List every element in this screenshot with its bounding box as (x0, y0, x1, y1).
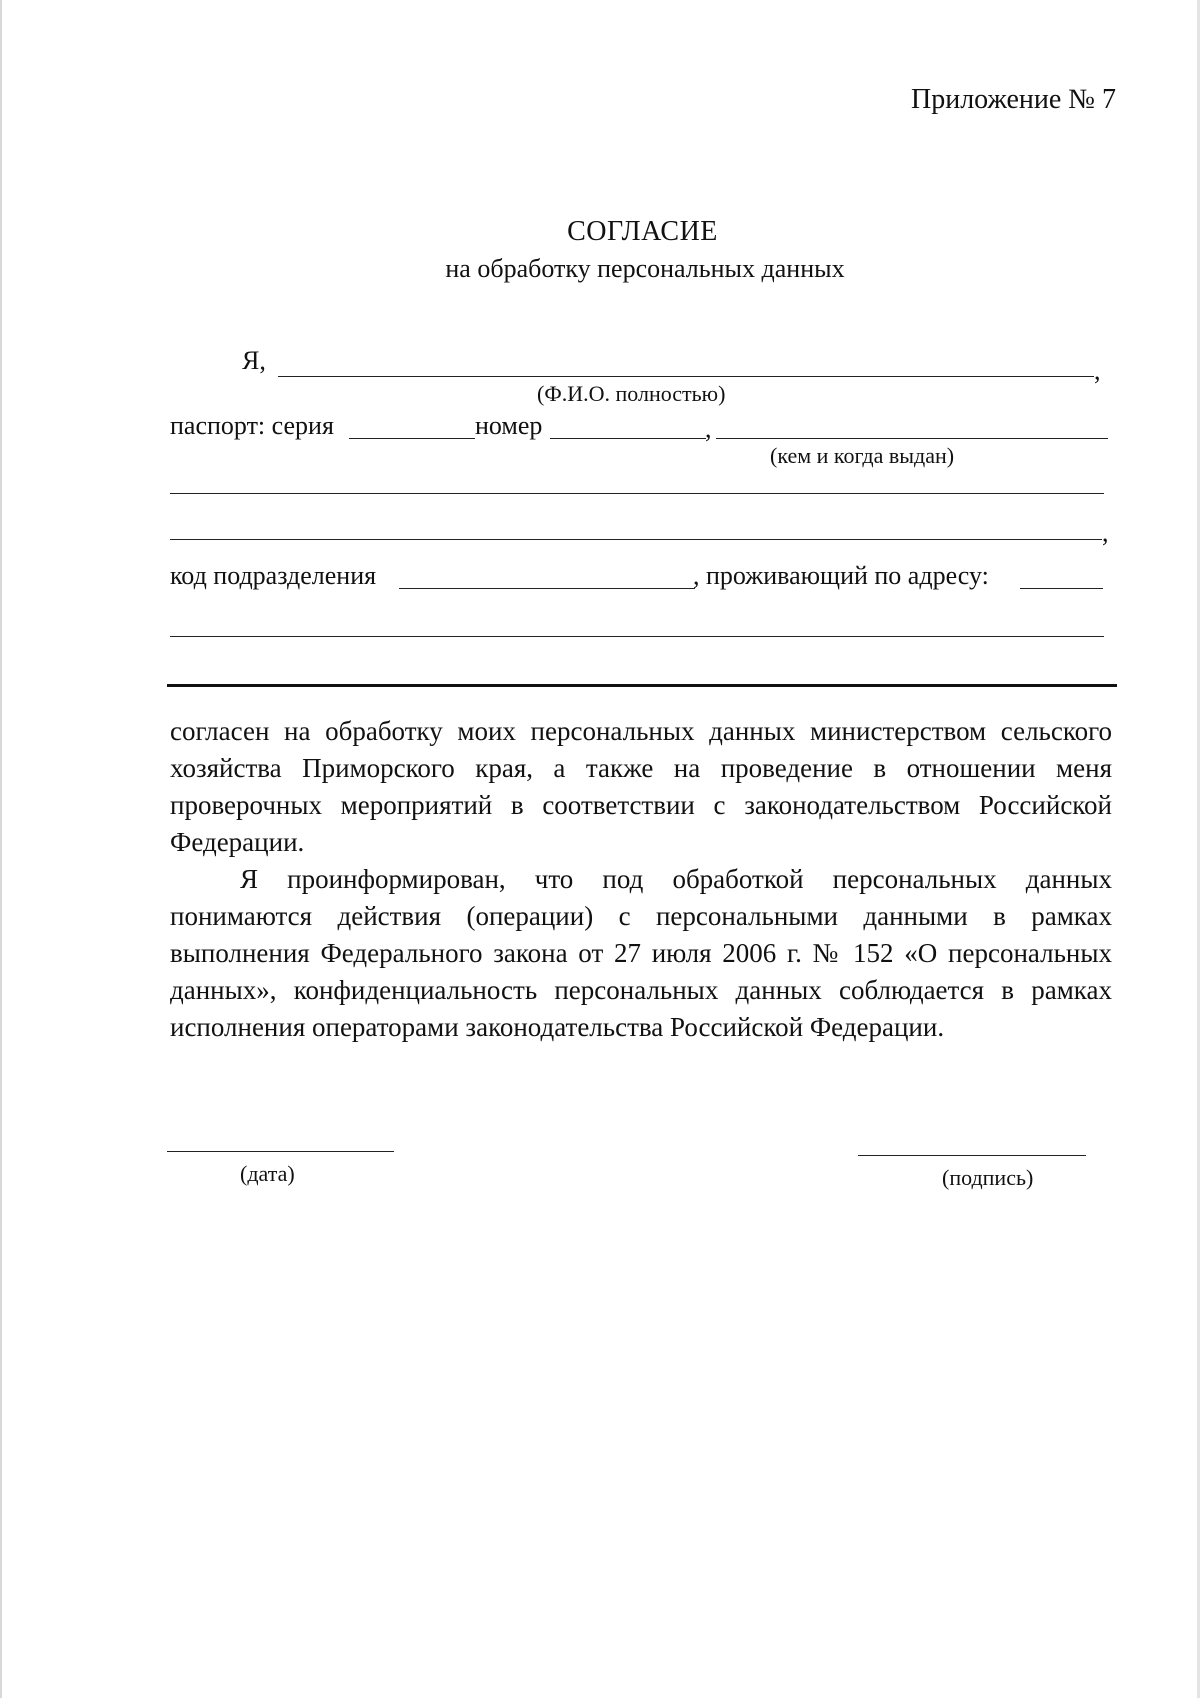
document-title: СОГЛАСИЕ (567, 216, 718, 247)
issued-continuation-line-1[interactable] (170, 493, 1104, 494)
consent-line: Федерации. (170, 827, 305, 857)
consent-line: хозяйства Приморского края, а также на проведение в отношении меня (170, 753, 1112, 783)
passport-comma: , (705, 414, 712, 443)
informed-paragraph (170, 861, 1112, 1046)
address-line-2[interactable] (167, 684, 1117, 687)
fio-comma: , (1094, 356, 1101, 385)
informed-line: Я проинформирован, что под обработкой персональных данных (240, 864, 1112, 894)
residing-label: , проживающий по адресу: (693, 561, 989, 590)
date-field[interactable] (167, 1151, 394, 1152)
document-subtitle: на обработку персональных данных (445, 254, 845, 283)
signature-caption: (подпись) (942, 1165, 1034, 1190)
division-code-label: код подразделения (170, 561, 377, 590)
passport-series-label: паспорт: серия (170, 411, 334, 440)
scan-edge-left (0, 0, 2, 1698)
address-field-start[interactable] (1020, 588, 1103, 589)
fio-field[interactable] (278, 376, 1094, 377)
address-line-1[interactable] (170, 636, 1104, 637)
signature-field[interactable] (858, 1155, 1086, 1156)
passport-series-field[interactable] (349, 438, 475, 439)
passport-issued-field[interactable] (716, 438, 1108, 439)
passport-number-field[interactable] (550, 438, 706, 439)
i-label: Я, (242, 346, 266, 375)
fio-caption: (Ф.И.О. полностью) (537, 381, 726, 406)
division-code-field[interactable] (399, 588, 695, 589)
informed-line: выполнения Федерального закона от 27 июля 2006 г. № 152 «О персональных (170, 938, 1112, 968)
consent-paragraph (170, 713, 1112, 861)
informed-line: исполнения операторами законодательства Российской Федерации. (170, 1012, 945, 1042)
consent-line: согласен на обработку моих персональных данных министерством сельского (170, 716, 1112, 746)
issued-continuation-line-2[interactable] (170, 539, 1102, 540)
consent-line: проверочных мероприятий в соответствии с законодательством Российской (170, 790, 1112, 820)
appendix-number: Приложение № 7 (911, 84, 1116, 115)
issued-comma: , (1102, 518, 1109, 547)
informed-line: данных», конфиденциальность персональных данных соблюдается в рамках (170, 975, 1112, 1005)
issued-caption: (кем и когда выдан) (770, 443, 955, 468)
passport-number-label: номер (475, 411, 543, 440)
informed-line: понимаются действия (операции) с персональными данными в рамках (170, 901, 1112, 931)
date-caption: (дата) (240, 1161, 295, 1186)
